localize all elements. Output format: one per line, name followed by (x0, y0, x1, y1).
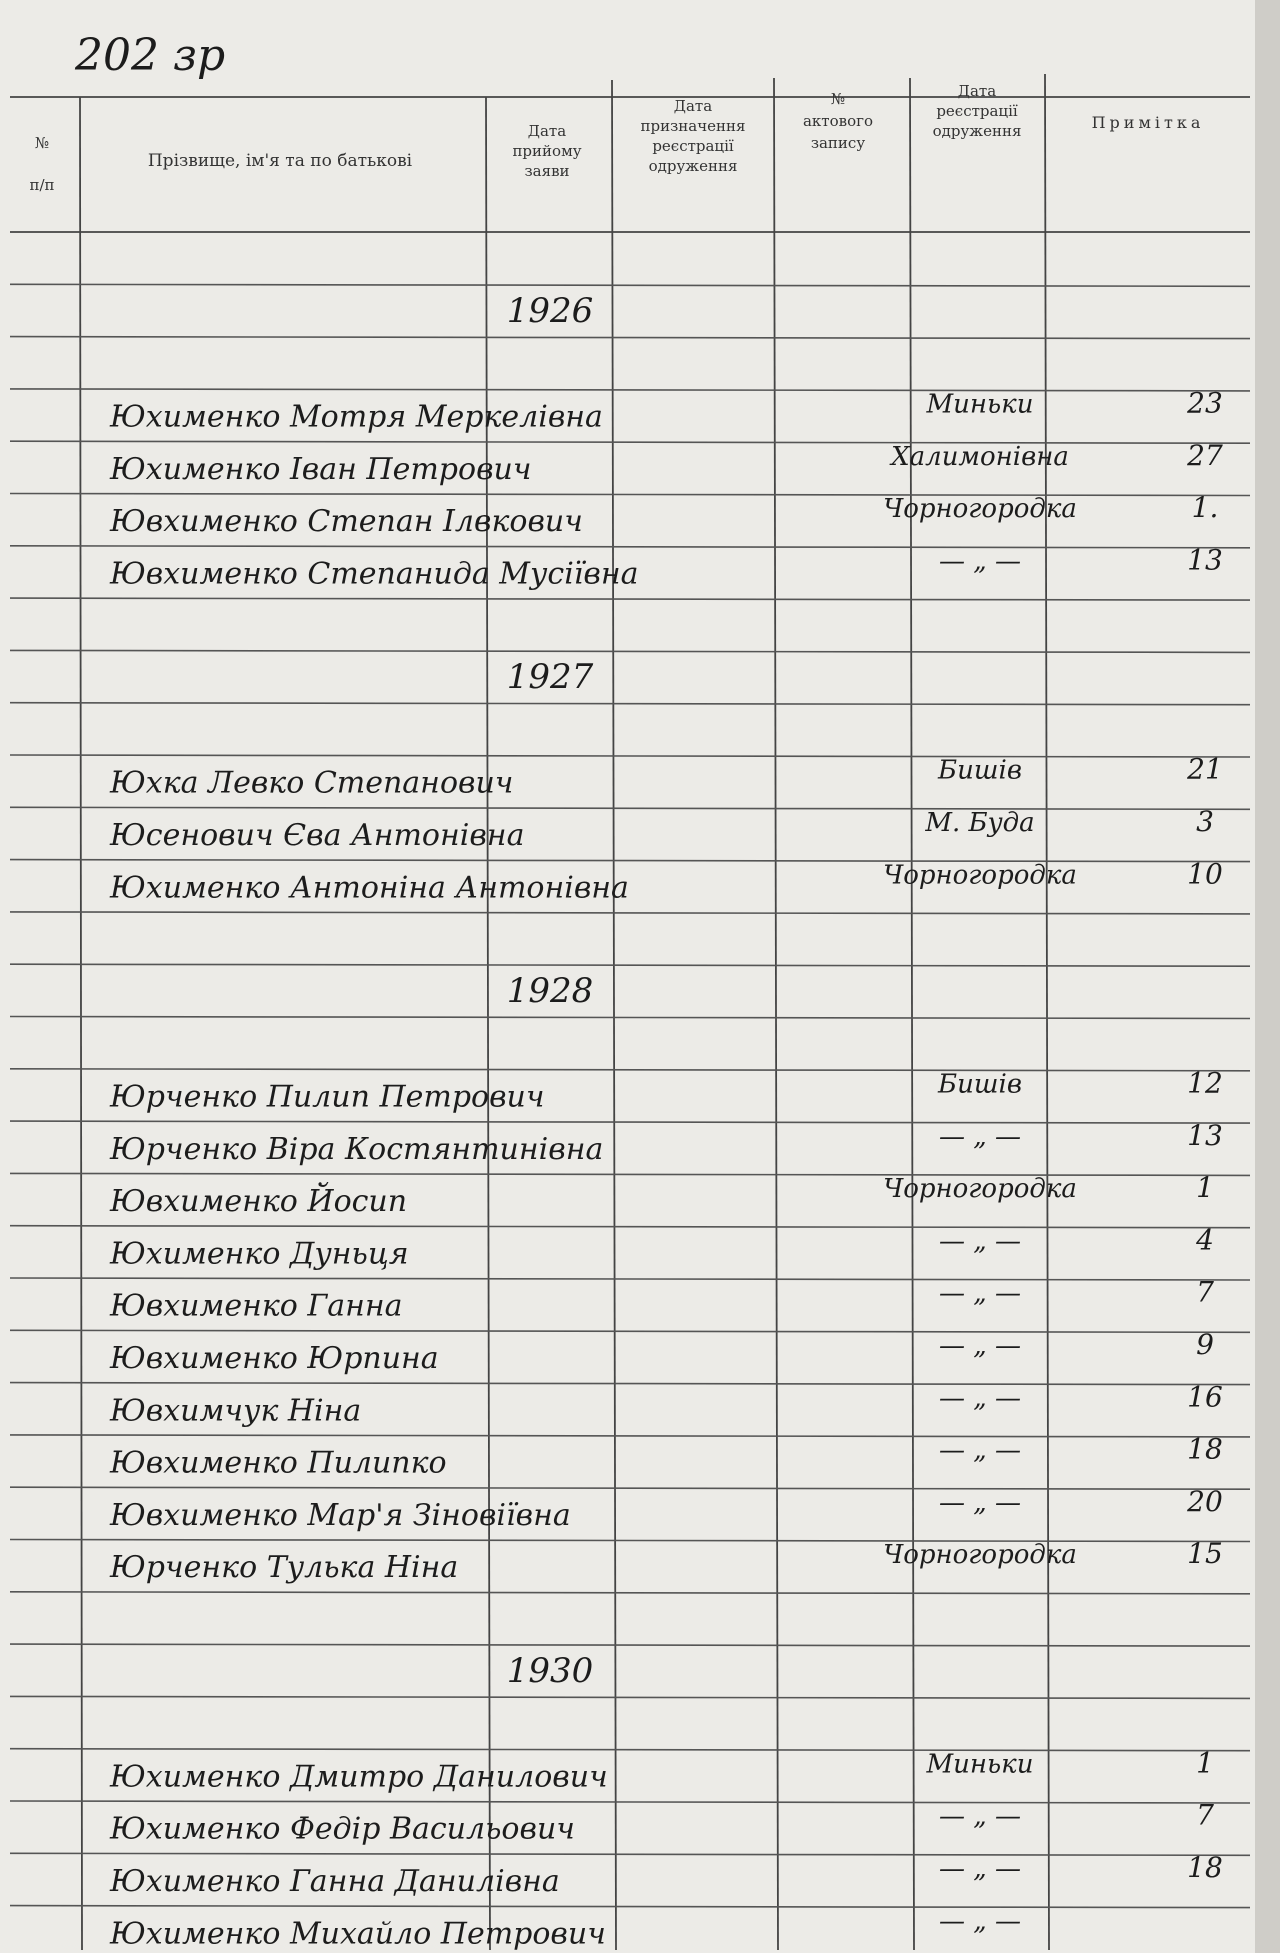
header-act-3: запису (810, 134, 866, 152)
entry-place: Чорногородка (883, 1174, 1077, 1205)
entry-number: 13 (1187, 543, 1223, 577)
entry-number: 1 (1196, 1171, 1214, 1205)
entry-place: — „ — (939, 1853, 1021, 1884)
header-name: Прізвище, ім'я та по батькові (147, 151, 413, 171)
year-heading: 1926 (506, 290, 594, 331)
entry-name: Ювхимчук Ніна (110, 1393, 362, 1429)
header-act-1: № (830, 90, 846, 108)
entry-place: Чорногородка (883, 1540, 1077, 1571)
year-heading: 1927 (506, 657, 594, 698)
entry-place: — „ — (939, 1330, 1021, 1361)
entry-place: Чорногородка (883, 860, 1077, 891)
entry-place: Чорногородка (883, 494, 1077, 525)
entry-number: 16 (1187, 1380, 1223, 1414)
entry-place: Бишів (938, 755, 1022, 786)
header-date-app-2: прийому (512, 142, 582, 160)
entry-number: 7 (1196, 1275, 1214, 1309)
entry-name: Ювхименко Пилипко (110, 1445, 447, 1481)
header-note: Примітка (1091, 113, 1205, 132)
entry-number: 18 (1187, 1432, 1223, 1466)
entry-number: 23 (1187, 386, 1223, 420)
entry-place: — „ — (939, 1435, 1021, 1466)
entry-place: — „ — (939, 1801, 1021, 1832)
entry-name: Юхименко Федір Васильович (110, 1811, 575, 1847)
entry-name: Юхименко Ганна Данилівна (110, 1863, 560, 1899)
entry-place: — „ — (939, 546, 1021, 577)
entry-number: 12 (1187, 1066, 1223, 1100)
header-num: № (34, 134, 50, 152)
header-date-app-1: Дата (527, 122, 567, 140)
entry-place: — „ — (939, 1226, 1021, 1257)
entry-name: Юрченко Тулька Ніна (110, 1550, 459, 1586)
entry-name: Юхка Левко Степанович (110, 765, 514, 801)
year-heading: 1930 (506, 1650, 594, 1691)
entry-place: Халимонівна (891, 441, 1069, 472)
entry-number: 27 (1187, 438, 1223, 472)
entry-number: 13 (1187, 1118, 1223, 1152)
header-num-sub: п/п (29, 176, 55, 194)
entry-number: 10 (1187, 857, 1223, 891)
entry-place: — „ — (939, 1487, 1021, 1518)
entry-number: 3 (1196, 804, 1214, 838)
year-heading: 1928 (506, 970, 594, 1011)
header-date-assign-3: реєстрації (652, 137, 734, 155)
header-date-assign-1: Дата (673, 97, 713, 115)
page-edge (1255, 0, 1280, 1953)
entry-name: Ювхименко Йосип (110, 1184, 408, 1220)
entry-place: — „ — (939, 1906, 1021, 1937)
entry-place: — „ — (939, 1278, 1021, 1309)
corner-note: 202 зр (75, 30, 226, 81)
entry-name: Юхименко Михайло Петрович (110, 1916, 606, 1952)
entry-place: Бишів (938, 1069, 1022, 1100)
entry-name: Ювхименко Степанида Мусіївна (110, 556, 639, 592)
entry-place: Миньки (926, 389, 1034, 420)
entry-place: — „ — (939, 1121, 1021, 1152)
entry-name: Юхименко Іван Петрович (110, 451, 532, 487)
entry-name: Юсенович Єва Антонівна (110, 817, 525, 853)
header-date-reg-2: реєстрації (936, 102, 1018, 120)
entry-place: М. Буда (925, 807, 1035, 838)
entry-number: 1. (1191, 491, 1219, 525)
entry-place: — „ — (939, 1383, 1021, 1414)
header-date-assign-4: одруження (648, 157, 738, 175)
header-date-app-3: заяви (524, 162, 570, 180)
entry-place: Миньки (926, 1749, 1034, 1780)
entry-name: Юрченко Пилип Петрович (110, 1079, 545, 1115)
entry-name: Ювхименко Мар'я Зіновіївна (110, 1497, 571, 1533)
entry-number: 21 (1187, 752, 1223, 786)
entry-name: Юрченко Віра Костянтинівна (110, 1131, 604, 1167)
entry-number: 18 (1187, 1850, 1223, 1884)
entry-name: Юхименко Дуньця (110, 1236, 409, 1272)
entry-number: 9 (1196, 1327, 1214, 1361)
header-date-reg-1: Дата (957, 82, 997, 100)
entry-number: 7 (1196, 1798, 1214, 1832)
entry-number: 20 (1187, 1484, 1223, 1518)
entry-name: Ювхименко Степан Ілвкович (110, 504, 583, 540)
entry-number: 15 (1187, 1537, 1223, 1571)
header-date-assign-2: призначення (640, 117, 746, 135)
entry-name: Ювхименко Ганна (110, 1288, 403, 1324)
entry-number: 1 (1196, 1746, 1214, 1780)
header-date-reg-3: одруження (932, 122, 1022, 140)
entry-name: Юхименко Антоніна Антонівна (110, 870, 629, 906)
entry-number: 4 (1196, 1223, 1214, 1257)
header-act-2: актового (802, 112, 874, 130)
entry-name: Юхименко Мотря Меркелівна (110, 399, 603, 435)
entry-name: Юхименко Дмитро Данилович (110, 1759, 608, 1795)
entry-name: Ювхименко Юрпина (110, 1340, 439, 1376)
